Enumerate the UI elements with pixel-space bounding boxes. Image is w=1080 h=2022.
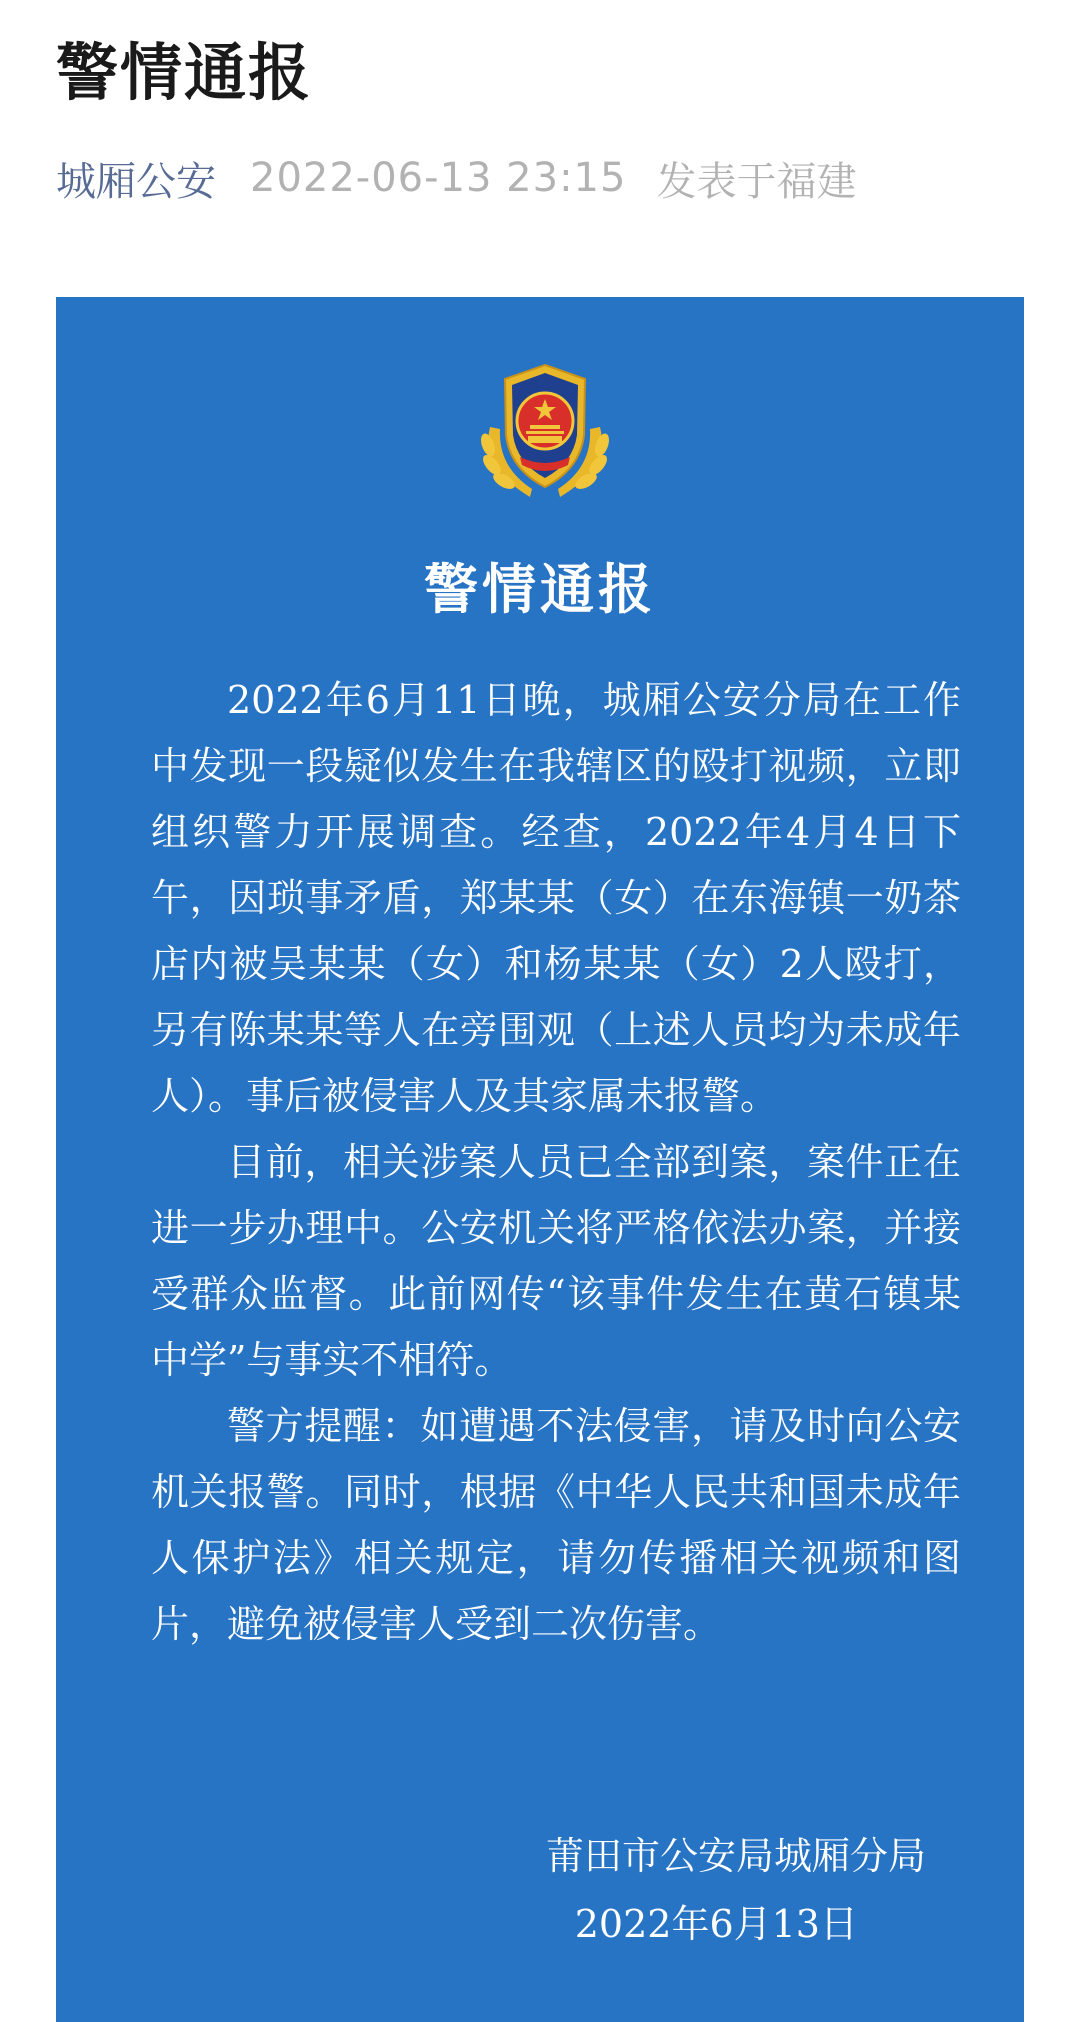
signature-organization: 莆田市公安局城厢分局 (545, 1834, 926, 1878)
notice-body (151, 667, 961, 1657)
article-meta (56, 152, 856, 204)
article-title: 警情通报 (56, 36, 313, 109)
notice-heading: 警情通报 (424, 558, 656, 621)
signature-date: 2022年6月13日 (574, 1902, 858, 1946)
police-emblem-icon (470, 357, 620, 507)
account-name-link[interactable]: 城厢公安 (56, 158, 216, 205)
notice-paragraph: 警方提醒：如遭遇不法侵害，请及时向公安机关报警。同时，根据《中华人民共和国未成年人保护法》相关规定，请勿传播相关视频和图片，避免被侵害人受到二次伤害。 (151, 1404, 961, 1646)
notice-paragraph: 目前，相关涉案人员已全部到案，案件正在进一步办理中。公安机关将严格依法办案，并接受群众监督。此前网传“该事件发生在黄石镇某中学”与事实不相符。 (151, 1140, 961, 1382)
police-notice-image[interactable] (56, 297, 1024, 2022)
publish-location: 发表于福建 (656, 158, 857, 205)
notice-paragraph: 2022年6月11日晚，城厢公安分局在工作中发现一段疑似发生在我辖区的殴打视频，立即组织警力开展调查。经查，2022年4月4日下午，因琐事矛盾，郑某某（女）在东海镇一奶茶店内被吴某某（女）和杨某某（女）2人殴打，另有陈某某等人在旁围观（上述人员均为未成年人）。事后被侵害人及其家属未报警。 (151, 678, 961, 1118)
publish-time: 2022-06-13 23:15 (250, 155, 627, 201)
notice-signature (546, 1822, 926, 1958)
